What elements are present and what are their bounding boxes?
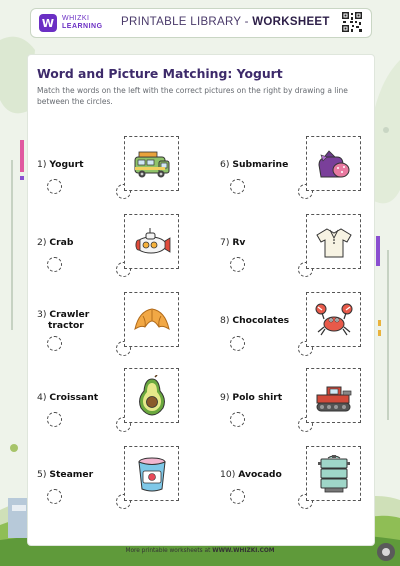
left-item-5-number: 5) (37, 469, 47, 480)
right-item-10-label (220, 469, 282, 480)
left-picture-1-box (124, 136, 179, 191)
right-picture-8-box (306, 292, 361, 347)
logo-text (62, 15, 103, 31)
worksheet-title: Word and Picture Matching: Yogurt (37, 66, 283, 81)
right-item-7-number: 7) (220, 237, 230, 248)
right-item-6-word: Submarine (232, 159, 289, 170)
left-item-2-circle[interactable] (47, 257, 62, 272)
right-item-9-number: 9) (220, 392, 230, 403)
left-item-1-circle[interactable] (47, 179, 62, 194)
right-item-8-label (220, 315, 289, 326)
left-item-4-word: Croissant (49, 392, 99, 403)
submarine-icon (131, 221, 173, 263)
worksheet-card (27, 54, 375, 546)
left-item-3-word: Crawler (49, 309, 90, 320)
steamer-icon (313, 453, 355, 495)
right-item-6-number: 6) (220, 159, 230, 170)
chocolates-icon (313, 143, 355, 185)
logo-line2: LEARNING (62, 23, 103, 30)
header-title (121, 16, 330, 28)
left-picture-5-box (124, 446, 179, 501)
left-item-1-word: Yogurt (49, 159, 84, 170)
header-title-prefix: PRINTABLE LIBRARY - (121, 16, 253, 28)
left-item-1-label (37, 159, 84, 170)
left-item-2-word: Crab (49, 237, 74, 248)
left-item-3-number: 3) (37, 309, 47, 320)
left-item-4-number: 4) (37, 392, 47, 403)
right-item-10-number: 10) (220, 469, 236, 480)
logo-line1: WHIZKI (62, 15, 90, 22)
left-item-3-circle[interactable] (47, 336, 62, 351)
left-item-2-label (37, 237, 73, 248)
left-picture-4-box (124, 368, 179, 423)
worksheet-instructions: Match the words on the left with the correct pictures on the right by drawing a line between the circles. (37, 86, 348, 106)
left-item-1-number: 1) (37, 159, 47, 170)
left-item-3-word-line2: tractor (48, 320, 84, 331)
right-item-9-word: Polo shirt (232, 392, 283, 403)
right-item-10-word: Avocado (238, 469, 282, 480)
left-item-4-label (37, 392, 98, 403)
right-picture-9-box (306, 368, 361, 423)
right-item-10-circle[interactable] (230, 489, 245, 504)
right-item-8-word: Chocolates (232, 315, 290, 326)
left-item-3-label (37, 309, 89, 320)
left-item-5-circle[interactable] (47, 489, 62, 504)
polo-shirt-icon (313, 221, 355, 263)
qr-code-icon (341, 11, 363, 33)
crab-icon (313, 299, 355, 341)
right-picture-6-box (306, 136, 361, 191)
left-item-5-word: Steamer (49, 469, 94, 480)
right-item-7-word: Rv (232, 237, 246, 248)
right-item-7-label (220, 237, 245, 248)
left-picture-3-box (124, 292, 179, 347)
header-title-bold: WORKSHEET (252, 16, 330, 28)
croissant-icon (131, 299, 173, 341)
left-item-5-label (37, 469, 93, 480)
footer-prefix: More printable worksheets at (125, 548, 213, 554)
right-item-6-circle[interactable] (230, 179, 245, 194)
right-item-9-circle[interactable] (230, 412, 245, 427)
right-item-6-label (220, 159, 288, 170)
right-item-7-circle[interactable] (230, 257, 245, 272)
right-item-8-circle[interactable] (230, 336, 245, 351)
yogurt-icon (131, 453, 173, 495)
left-picture-2-box (124, 214, 179, 269)
right-item-9-label (220, 392, 282, 403)
whizki-logo-icon: W (39, 14, 57, 32)
left-item-3-label-line2 (48, 320, 84, 331)
rv-icon (131, 143, 173, 185)
right-item-8-number: 8) (220, 315, 230, 326)
footer (0, 548, 400, 554)
header-bar (30, 8, 372, 38)
left-item-2-number: 2) (37, 237, 47, 248)
footer-site-link[interactable]: WWW.WHIZKI.COM (212, 548, 275, 554)
left-item-4-circle[interactable] (47, 412, 62, 427)
right-picture-7-box (306, 214, 361, 269)
crawler-tractor-icon (313, 375, 355, 417)
right-picture-10-box (306, 446, 361, 501)
avocado-icon (131, 375, 173, 417)
